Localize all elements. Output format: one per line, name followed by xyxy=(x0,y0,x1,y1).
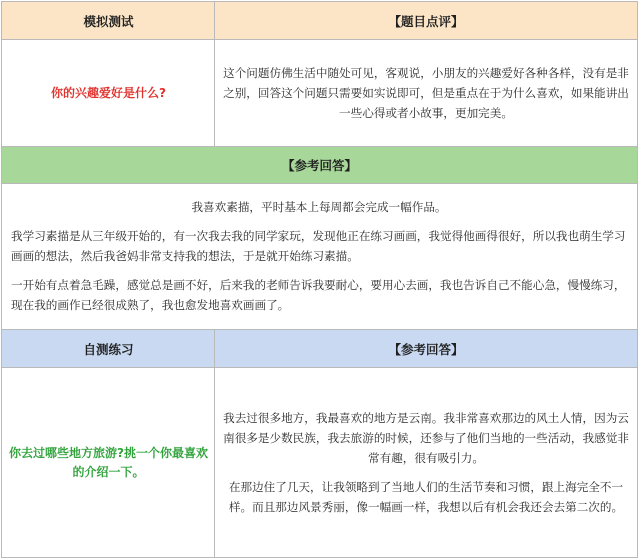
header-row-mock-test xyxy=(2,2,637,40)
header-reference-answer-2: 【参考回答】 xyxy=(388,341,464,357)
header-row-self-test xyxy=(2,330,637,368)
hobby-comment-cell xyxy=(215,40,637,146)
hobby-answer-block xyxy=(11,197,627,315)
answer-row-hobby xyxy=(2,184,637,330)
column-divider xyxy=(214,330,215,367)
hobby-question: 你的兴趣爱好是什么? xyxy=(51,85,166,100)
header-reference-answer: 【参考回答】 xyxy=(281,158,357,173)
hobby-comment: 这个问题仿佛生活中随处可见，客观说，小朋友的兴趣爱好各种各样，没有是非之别，回答这个问题只需要如实说即可，但是重点在于为什么喜欢，如果能讲出一些心得或者小故事，更加完美。 xyxy=(223,66,629,120)
question-row-travel xyxy=(2,368,637,557)
travel-question-cell xyxy=(2,368,215,557)
travel-question: 你去过哪些地方旅游?挑一个你最喜欢的介绍一下。 xyxy=(9,445,208,479)
question-row-hobby xyxy=(2,40,637,147)
answer-paragraph: 在那边住了几天，让我领略到了当地人们的生活节奏和习惯，跟上海完全不一样。而且那边风景秀丽，像一幅画一样，我想以后有机会我还会去第二次的。 xyxy=(228,480,624,514)
header-row-reference-answer xyxy=(2,147,637,184)
header-question-comment: 【题目点评】 xyxy=(388,13,464,29)
answer-paragraph: 我喜欢素描，平时基本上每周都会完成一幅作品。 xyxy=(191,200,447,214)
answer-paragraph: 一开始有点着急毛躁，感觉总是画不好，后来我的老师告诉我要耐心，要用心去画，我也告诉自己不能心急，慢慢练习，现在我的画作已经很成熟了，我也愈发地喜欢画画了。 xyxy=(11,278,626,312)
column-divider xyxy=(214,2,215,39)
travel-answer-cell xyxy=(215,368,637,557)
column-divider xyxy=(214,368,215,557)
answer-paragraph: 我去过很多地方，我最喜欢的地方是云南。我非常喜欢那边的风土人情，因为云南很多是少数民族，我去旅游的时候，还参与了他们当地的一些活动，我感觉非常有趣，很有吸引力。 xyxy=(223,411,629,465)
header-self-test: 自测练习 xyxy=(83,341,134,357)
comparison-table xyxy=(1,1,638,558)
header-mock-test: 模拟测试 xyxy=(83,13,134,29)
hobby-question-cell xyxy=(2,40,215,146)
column-divider xyxy=(214,40,215,146)
answer-paragraph: 我学习素描是从三年级开始的，有一次我去我的同学家玩，发现他正在练习画画，我觉得他画得很好，所以我也萌生学习画画的想法，然后我爸妈非常支持我的想法，于是就开始练习素描。 xyxy=(11,229,626,263)
